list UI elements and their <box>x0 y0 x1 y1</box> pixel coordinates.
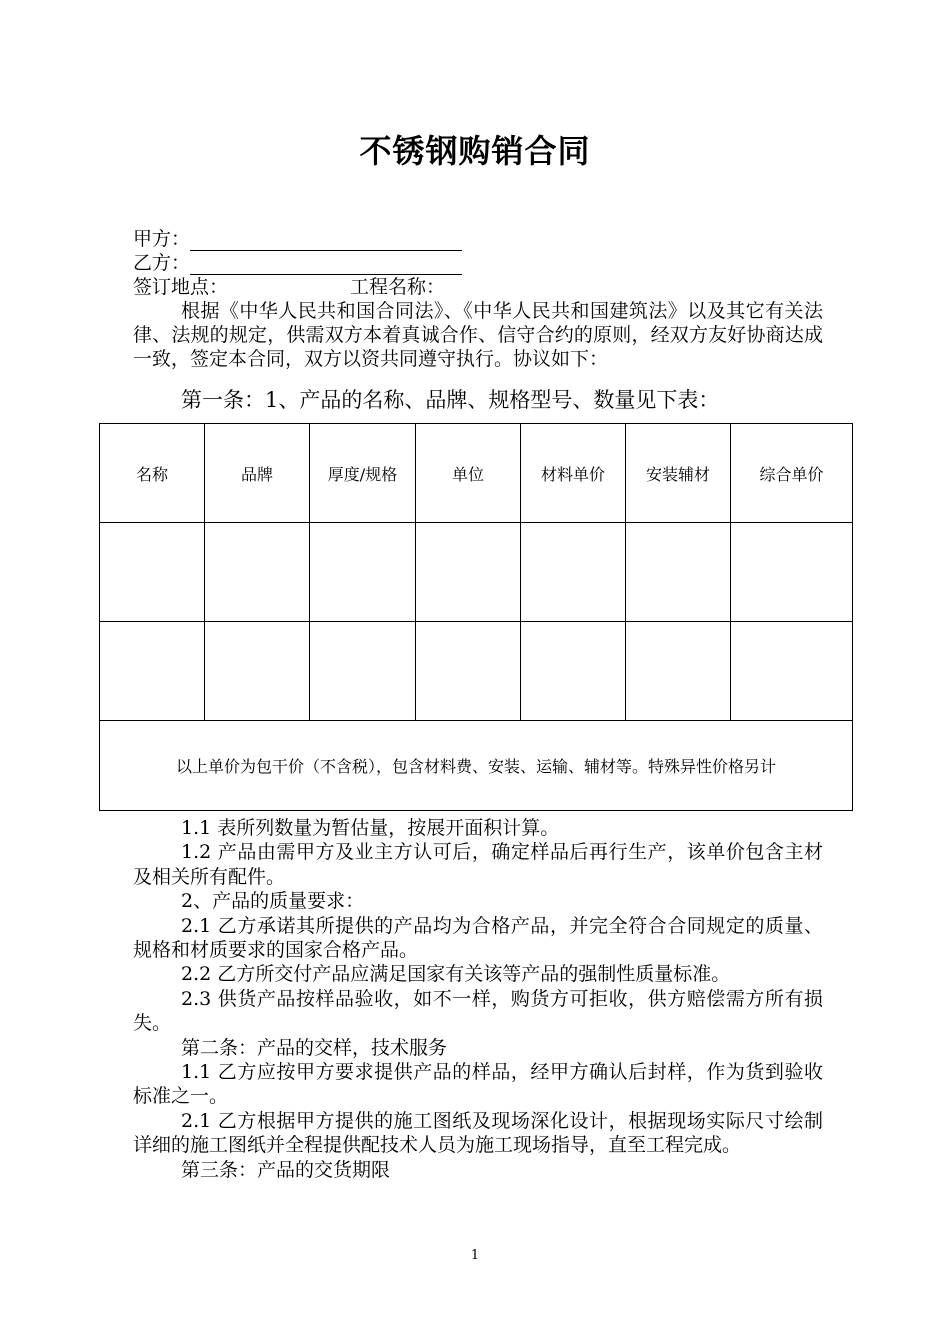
clause-paragraph: 2、产品的质量要求： <box>181 890 365 913</box>
clause-paragraph: 2.1 乙方根据甲方提供的施工图纸及现场深化设计，根据现场实际尺寸绘制详细的施工图纸并全程提供配技术人员为施工现场指导，直至工程完成。 <box>133 1109 823 1157</box>
table-cell[interactable] <box>521 622 626 721</box>
table-cell[interactable] <box>521 523 626 622</box>
party-b-label: 乙方： <box>133 252 191 274</box>
table-cell[interactable] <box>205 523 310 622</box>
party-b-field[interactable] <box>190 254 462 275</box>
table-cell[interactable] <box>626 523 731 622</box>
table-cell[interactable] <box>731 622 853 721</box>
table-cell[interactable] <box>416 622 521 721</box>
header-cell-name: 名称 <box>100 424 205 523</box>
header-cell-brand: 品牌 <box>205 424 310 523</box>
article-two-heading: 第二条：产品的交样，技术服务 <box>181 1036 448 1059</box>
table-cell[interactable] <box>626 622 731 721</box>
table-cell[interactable] <box>100 622 205 721</box>
party-a-label: 甲方： <box>133 228 191 250</box>
header-cell-install-materials: 安装辅材 <box>626 424 731 523</box>
party-a-field[interactable] <box>190 230 462 251</box>
table-note-row <box>100 721 853 811</box>
table-cell[interactable] <box>205 622 310 721</box>
table-cell[interactable] <box>731 523 853 622</box>
article-one-heading: 第一条：1、产品的名称、品牌、规格型号、数量见下表： <box>181 388 720 412</box>
table-cell[interactable] <box>416 523 521 622</box>
header-cell-material-price: 材料单价 <box>521 424 626 523</box>
table-row <box>100 523 853 622</box>
clause-paragraph: 2.2 乙方所交付产品应满足国家有关该等产品的强制性质量标准。 <box>181 963 731 986</box>
page-number: 1 <box>470 1248 480 1263</box>
article-three-heading: 第三条：产品的交货期限 <box>181 1158 391 1181</box>
table-header-row <box>100 424 853 523</box>
product-table <box>99 423 853 811</box>
document-title: 不锈钢购销合同 <box>359 132 591 170</box>
table-cell[interactable] <box>310 622 416 721</box>
header-cell-spec: 厚度/规格 <box>310 424 416 523</box>
clause-paragraph: 1.2 产品由需甲方及业主方认可后，确定样品后再行生产，该单价包含主材及相关所有配件。 <box>133 841 823 888</box>
table-cell[interactable] <box>310 523 416 622</box>
clauses-section <box>133 816 823 1182</box>
intro-paragraph: 根据《中华人民共和国合同法》、《中华人民共和国建筑法》以及其它有关法律、法规的规定，供需双方本着真诚合作、信守合约的原则，经双方友好协商达成一致，签定本合同，双方以资共同遵守执行。协议如下： <box>133 300 823 370</box>
signing-line <box>133 275 445 299</box>
clause-paragraph: 2.3 供货产品按样品验收，如不一样，购货方可拒收，供方赔偿需方所有损失。 <box>133 987 823 1035</box>
clause-paragraph: 1.1 乙方应按甲方要求提供产品的样品，经甲方确认后封样，作为货到验收标准之一。 <box>133 1061 823 1108</box>
table-row <box>100 622 853 721</box>
table-note: 以上单价为包干价（不含税），包含材料费、安装、运输、辅材等。特殊异性价格另计 <box>100 721 853 811</box>
clause-paragraph: 1.1 表所列数量为暂估量，按展开面积计算。 <box>181 817 560 839</box>
header-cell-unit: 单位 <box>416 424 521 523</box>
project-name-label: 工程名称： <box>350 276 446 298</box>
header-cell-total-price: 综合单价 <box>731 424 853 523</box>
clause-paragraph: 2.1 乙方承诺其所提供的产品均为合格产品，并完全符合合同规定的质量、规格和材质要求的国家合格产品。 <box>133 914 823 962</box>
table-cell[interactable] <box>100 523 205 622</box>
party-a-line <box>133 227 462 251</box>
signing-place-label: 签订地点： <box>133 276 229 298</box>
party-b-line <box>133 251 462 275</box>
